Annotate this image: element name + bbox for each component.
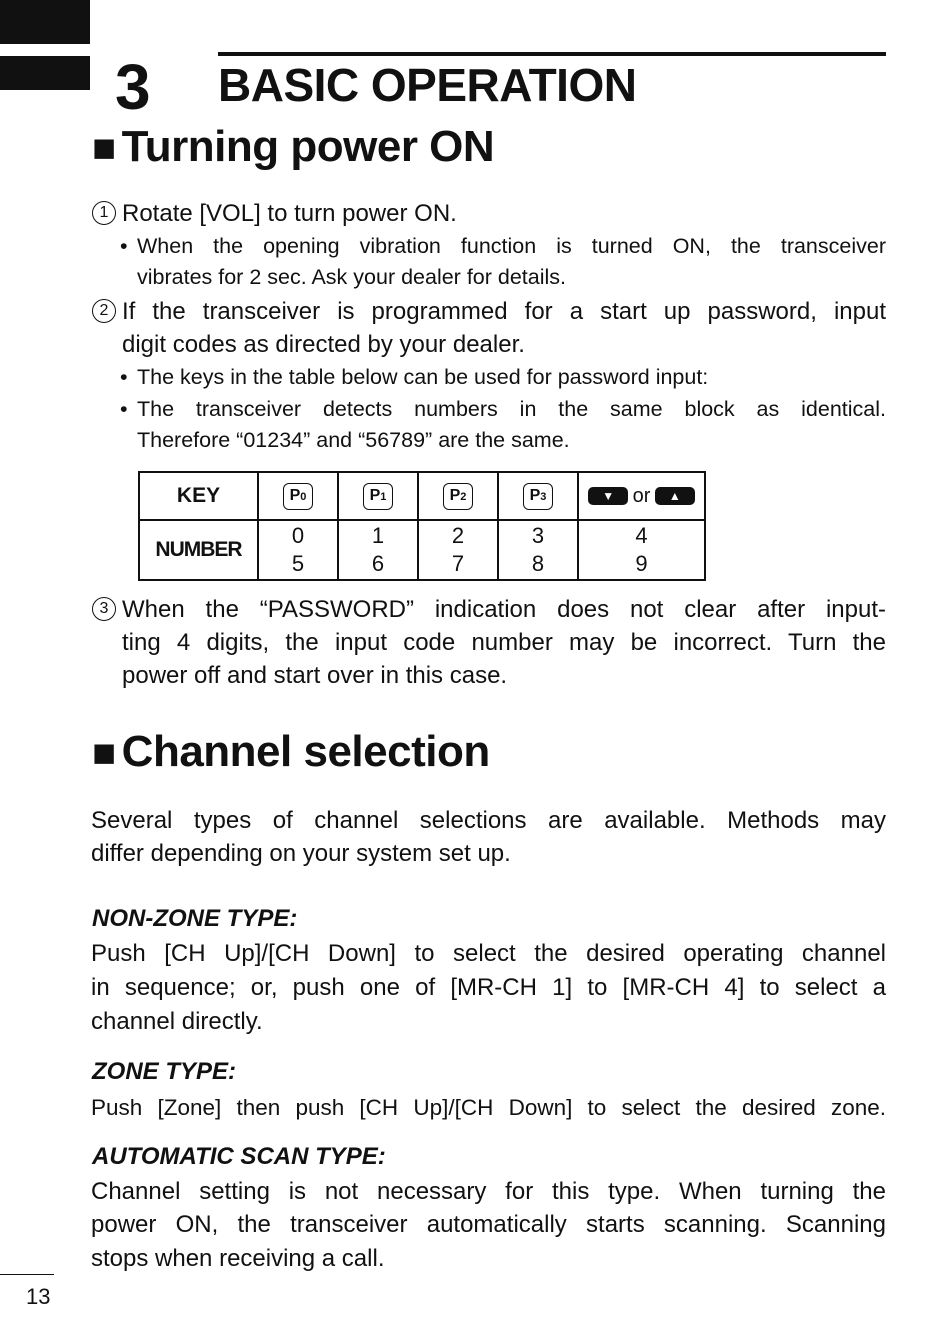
p1-key-icon: P1 [363, 483, 394, 510]
key-cell-p2 [418, 472, 498, 520]
section-title-text: Channel selection [121, 727, 490, 776]
number-cell-arrows: 4 9 [578, 520, 705, 580]
step2-line1: If the transceiver is programmed for a start up password, input [122, 298, 886, 325]
chapter-rule [218, 52, 886, 56]
bullet-icon: • [120, 234, 128, 258]
auto-scan-line1: Channel setting is not necessary for this type. When turning the [91, 1178, 886, 1205]
step-number-3: 3 [92, 597, 116, 621]
channel-intro-line2: differ depending on your system set up. [91, 840, 511, 867]
number-cell-p1: 1 6 [338, 520, 418, 580]
zone-line1: Push [Zone] then push [CH Up]/[CH Down] to select the desired zone. [91, 1095, 886, 1120]
key-cell-arrows [578, 472, 705, 520]
p2-key-icon: P2 [443, 483, 474, 510]
section-title-channel-selection [92, 727, 490, 777]
auto-scan-line2: power ON, the transceiver automatically starts scanning. Scanning [91, 1211, 886, 1238]
page-number-rule [0, 1274, 54, 1275]
table-header-key: KEY [139, 472, 258, 520]
step-number-1: 1 [92, 201, 116, 225]
page-number: 13 [26, 1284, 51, 1309]
step2-note2-line2: Therefore “01234” and “56789” are the same. [137, 428, 570, 452]
auto-scan-heading: AUTOMATIC SCAN TYPE: [92, 1143, 386, 1170]
section-title-text: Turning power ON [121, 122, 495, 171]
step3-line1: When the “PASSWORD” indication does not clear after input- [122, 596, 886, 623]
down-arrow-key-icon: ▼ [588, 487, 628, 505]
step2-note1: The keys in the table below can be used for password input: [137, 365, 709, 389]
section-title-power-on [92, 122, 494, 172]
key-cell-p3 [498, 472, 578, 520]
number-cell-p0: 0 5 [258, 520, 338, 580]
key-cell-p0 [258, 472, 338, 520]
bullet-icon: • [120, 397, 128, 421]
number-cell-p3: 3 8 [498, 520, 578, 580]
nonzone-line2: in sequence; or, push one of [MR-CH 1] to [MR-CH 4] to select a [91, 974, 886, 1001]
number-cell-p2: 2 7 [418, 520, 498, 580]
nonzone-heading: NON-ZONE TYPE: [92, 905, 298, 932]
auto-scan-line3: stops when receiving a call. [91, 1245, 385, 1272]
zone-heading: ZONE TYPE: [92, 1058, 237, 1085]
chapter-number: 3 [115, 51, 149, 123]
arrow-or-text: or [632, 484, 651, 507]
section-marker-icon: ■ [92, 731, 116, 775]
chapter-title: BASIC OPERATION [218, 59, 637, 111]
step3-line2: ting 4 digits, the input code number may be incorrect. Turn the [122, 629, 886, 656]
up-arrow-key-icon: ▲ [655, 487, 695, 505]
step2-note2-line1: The transceiver detects numbers in the same block as identical. [137, 397, 886, 421]
step1-note-line1: When the opening vibration function is turned ON, the transceiver [137, 234, 886, 258]
step1-text: Rotate [VOL] to turn power ON. [122, 200, 457, 227]
bullet-icon: • [120, 365, 128, 389]
p0-key-icon: P0 [283, 483, 314, 510]
section-marker-icon: ■ [92, 126, 116, 170]
password-key-table [138, 471, 706, 581]
p3-key-icon: P3 [523, 483, 554, 510]
key-cell-p1 [338, 472, 418, 520]
step2-line2: digit codes as directed by your dealer. [122, 331, 525, 358]
table-header-number: NUMBER [139, 520, 258, 580]
chapter-tab-lower [0, 56, 90, 90]
step3-line3: power off and start over in this case. [122, 662, 508, 689]
step-number-2: 2 [92, 299, 116, 323]
channel-intro-line1: Several types of channel selections are available. Methods may [91, 807, 886, 834]
step1-note-line2: vibrates for 2 sec. Ask your dealer for details. [137, 265, 567, 289]
nonzone-line3: channel directly. [91, 1008, 263, 1035]
nonzone-line1: Push [CH Up]/[CH Down] to select the desired operating channel [91, 940, 886, 967]
chapter-tab-upper [0, 0, 90, 44]
